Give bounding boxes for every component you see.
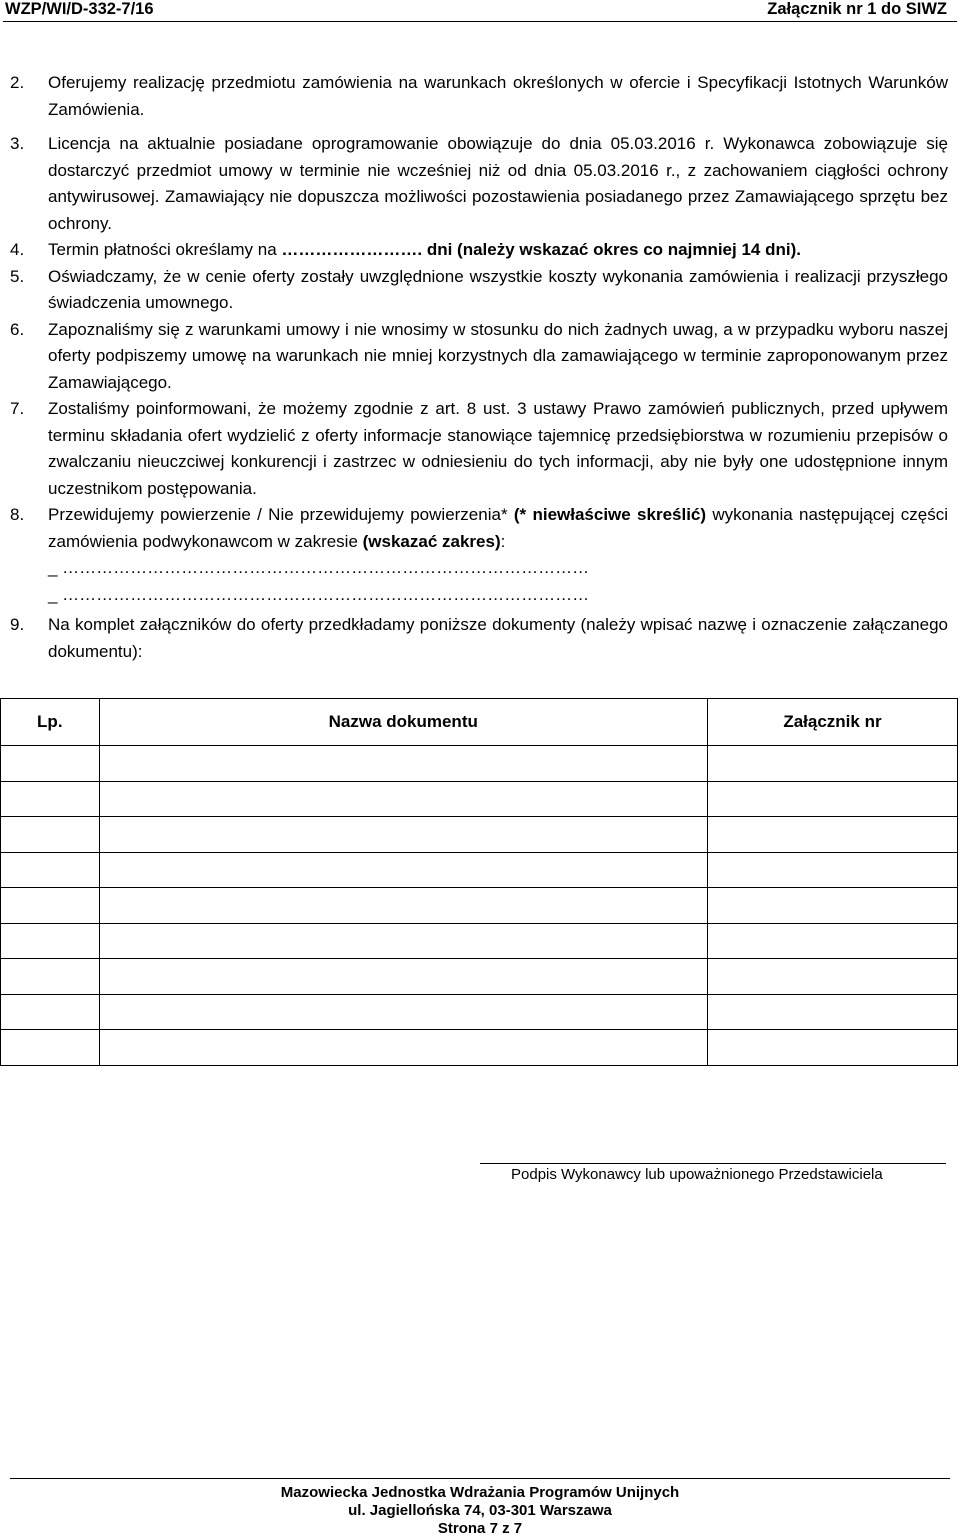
table-row (1, 852, 958, 888)
table-row (1, 1030, 958, 1066)
list-item: 4. Termin płatności określamy na ……………………. dni (należy wskazać okres co najmniej 14 dni). (10, 240, 801, 259)
list-item: 7. Zostaliśmy poinformowani, że możemy zgodnie z art. 8 ust. 3 ustawy Prawo zamówień publicznych, przed upływem terminu składania ofert wydzielić z oferty informacje stanowiące tajemnicę przedsiębiorstwa w rozumieniu przepisów o zwalczaniu nieuczciwej konkurencji i zastrzec w odniesieniu do tych informacji, aby nie były one udostępnione innym uczestnikom postępowania. (10, 399, 948, 498)
table-row (1, 817, 958, 853)
footer-address: ul. Jagiellońska 74, 03-301 Warszawa (348, 1502, 612, 1519)
list-item: 8. Przewidujemy powierzenie / Nie przewidujemy powierzenia* (* niewłaściwe skreślić) wykonania następującej części zamówienia podwykonawcom w zakresie (wskazać zakres): _ ………………………………………………………………………………… _ ………………………………………………………………………………… (10, 502, 948, 608)
column-header-document-name: Nazwa dokumentu (99, 699, 707, 746)
table-row (1, 959, 958, 995)
document-reference: WZP/WI/D-332-7/16 (5, 0, 154, 18)
column-header-lp: Lp. (1, 699, 100, 746)
list-item: 2. Oferujemy realizację przedmiotu zamówienia na warunkach określonych w ofercie i Specyfikacji Istotnych Warunków Zamówienia. (10, 73, 948, 119)
page-footer (0, 1484, 960, 1538)
page-number: Strona 7 z 7 (437, 1520, 523, 1537)
attachments-table (0, 698, 958, 1066)
footer-organization: Mazowiecka Jednostka Wdrażania Programów Unijnych (280, 1484, 680, 1501)
signature-label: Podpis Wykonawcy lub upoważnionego Przedstawiciela (511, 1166, 883, 1183)
signature-line[interactable] (480, 1163, 946, 1164)
page-header (3, 0, 957, 22)
list-item: 5. Oświadczamy, że w cenie oferty zostały uwzględnione wszystkie koszty wykonania zamówienia i realizacji przyszłego świadczenia umownego. (10, 266, 948, 312)
attachment-label: Załącznik nr 1 do SIWZ (767, 0, 947, 18)
list-item: 3. Licencja na aktualnie posiadane oprogramowanie obowiązuje do dnia 05.03.2016 r. Wykonawca zobowiązuje się dostarczyć przedmiot umowy w terminie nie wcześniej niż od dnia 05.03.2016 r., z zachowaniem ciągłości ochrony antywirusowej. Zamawiający nie dopuszcza możliwości pozostawienia posiadanego przez Zamawiającego sprzętu bez ochrony. (10, 134, 948, 233)
table-row (1, 781, 958, 817)
subcontract-scope-line: _ ………………………………………………………………………………… (48, 584, 590, 604)
table-header-row (1, 699, 958, 746)
table-row (1, 746, 958, 782)
footer-divider (10, 1478, 950, 1479)
table-row (1, 923, 958, 959)
table-row (1, 994, 958, 1030)
list-item: 6. Zapoznaliśmy się z warunkami umowy i nie wnosimy w stosunku do nich żadnych uwag, a w przypadku wyboru naszej oferty podpiszemy umowę na warunkach nie mniej korzystnych dla zamawiającego w terminie zaproponowanym przez Zamawiającego. (10, 319, 948, 392)
declarations-list (10, 70, 948, 665)
column-header-attachment-no: Załącznik nr (707, 699, 957, 746)
table-row (1, 888, 958, 924)
list-item: 9. Na komplet załączników do oferty przedkładamy poniższe dokumenty (należy wpisać nazwę i oznaczenie załączanego dokumentu): (10, 615, 948, 661)
subcontract-scope-line: _ ………………………………………………………………………………… (48, 558, 590, 577)
